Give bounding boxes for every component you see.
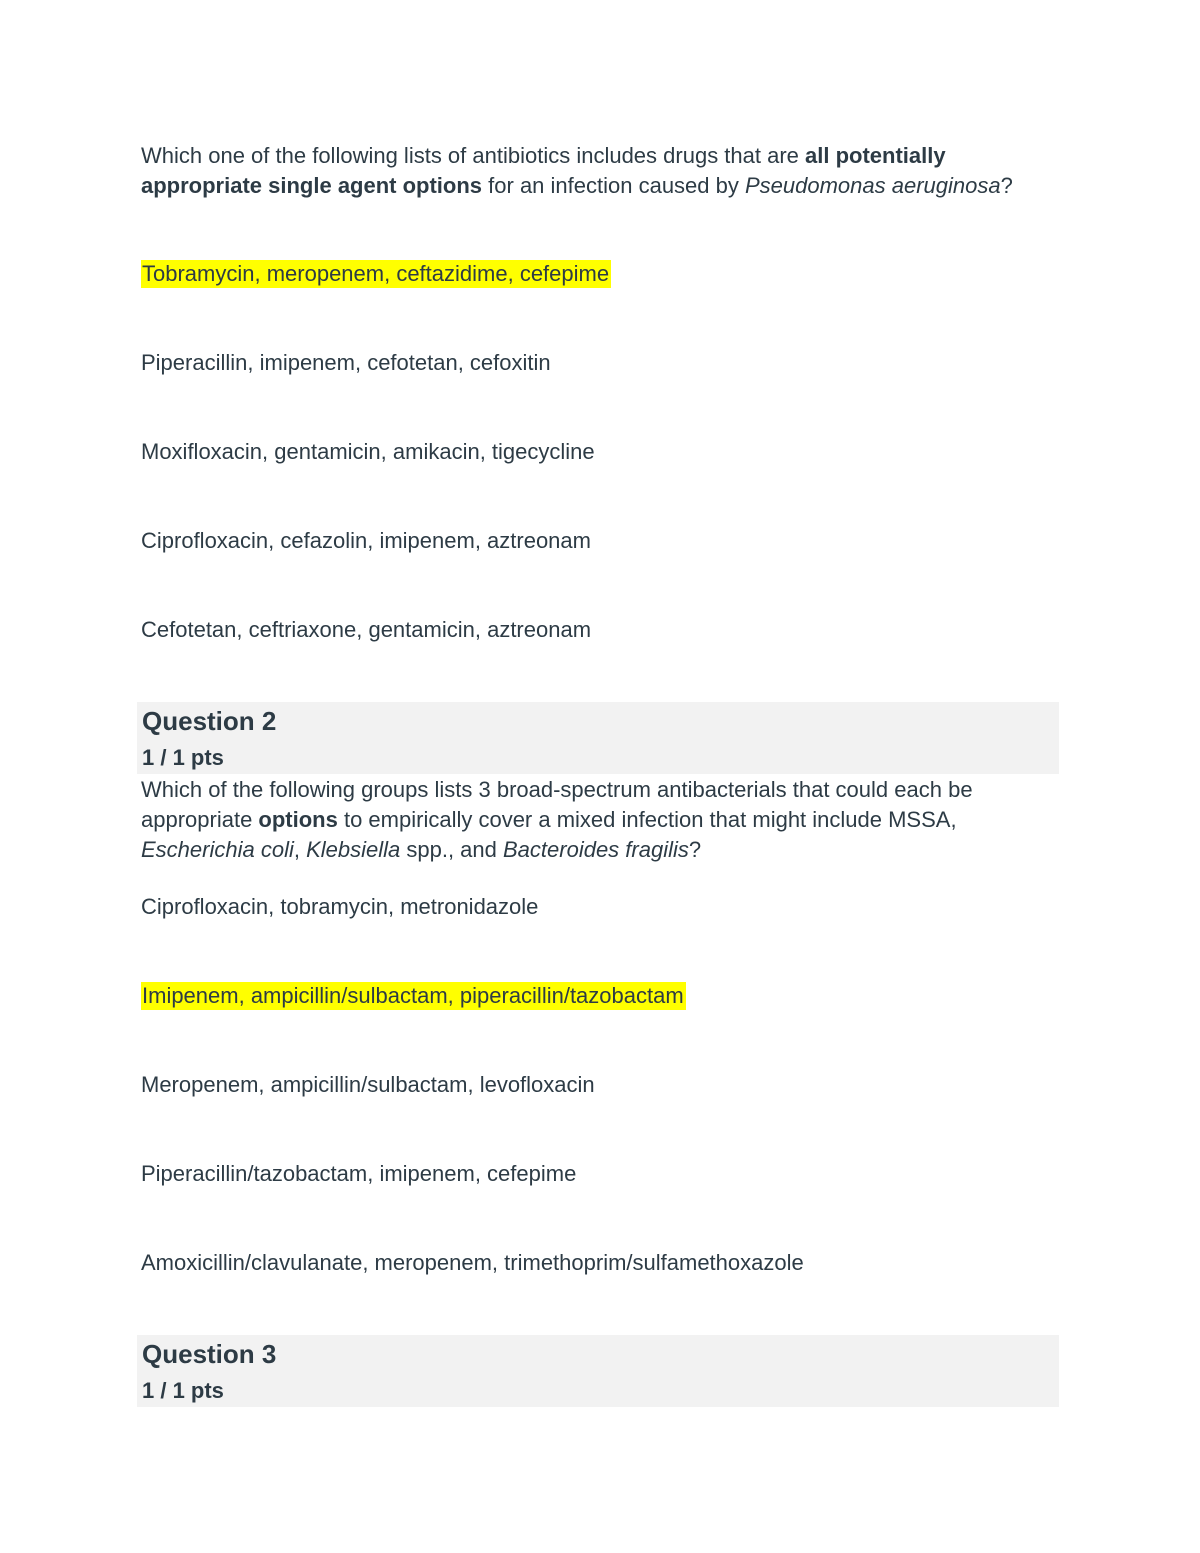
prompt-emphasis: all potentially appropriate single agent options	[141, 143, 946, 198]
answer-option[interactable]: Piperacillin, imipenem, cefotetan, cefoxitin	[141, 350, 551, 375]
answer-option[interactable]	[141, 981, 1056, 1011]
correct-answer-highlight: Imipenem, ampicillin/sulbactam, piperacillin/tazobactam	[142, 983, 684, 1008]
prompt-text: Which one of the following lists of antibiotics includes drugs that are	[141, 143, 806, 168]
answer-option[interactable]	[141, 259, 1056, 289]
question-points: 1 / 1 pts	[142, 745, 224, 770]
organism-name: Pseudomonas aeruginosa	[744, 173, 1001, 198]
prompt-text: spp., and	[400, 837, 503, 862]
answer-option[interactable]: Meropenem, ampicillin/sulbactam, levofloxacin	[141, 1072, 595, 1097]
prompt-emphasis: options	[258, 807, 338, 832]
prompt-text: Which of the following groups lists 3 broad-spectrum antibacterials that could each be appropriate	[141, 777, 973, 832]
answer-option[interactable]: Moxifloxacin, gentamicin, amikacin, tigecycline	[141, 439, 595, 464]
question-2-prompt	[141, 775, 1061, 865]
answer-option[interactable]: Ciprofloxacin, cefazolin, imipenem, aztreonam	[141, 528, 591, 553]
prompt-text: to empirically cover a mixed infection that might include MSSA,	[337, 807, 957, 832]
answer-option[interactable]: Amoxicillin/clavulanate, meropenem, trimethoprim/sulfamethoxazole	[141, 1250, 804, 1275]
organism-name: Bacteroides fragilis	[503, 837, 689, 862]
question-2-header	[137, 702, 1059, 774]
answer-option[interactable]: Cefotetan, ceftriaxone, gentamicin, aztreonam	[141, 617, 592, 642]
question-title: Question 2	[142, 706, 277, 736]
answer-option[interactable]: Ciprofloxacin, tobramycin, metronidazole	[141, 894, 539, 919]
question-3-header	[137, 1335, 1059, 1407]
answer-option[interactable]: Piperacillin/tazobactam, imipenem, cefepime	[141, 1161, 577, 1186]
organism-name: Escherichia coli	[141, 837, 294, 862]
question-title: Question 3	[142, 1339, 277, 1369]
prompt-text: ?	[1000, 173, 1013, 198]
prompt-text: ?	[688, 837, 702, 862]
prompt-text: for an infection caused by	[482, 173, 745, 198]
prompt-text: ,	[293, 837, 307, 862]
question-1-prompt	[141, 141, 1056, 201]
organism-name: Klebsiella	[306, 837, 401, 862]
correct-answer-highlight: Tobramycin, meropenem, ceftazidime, cefepime	[142, 261, 610, 286]
question-points: 1 / 1 pts	[142, 1378, 224, 1403]
